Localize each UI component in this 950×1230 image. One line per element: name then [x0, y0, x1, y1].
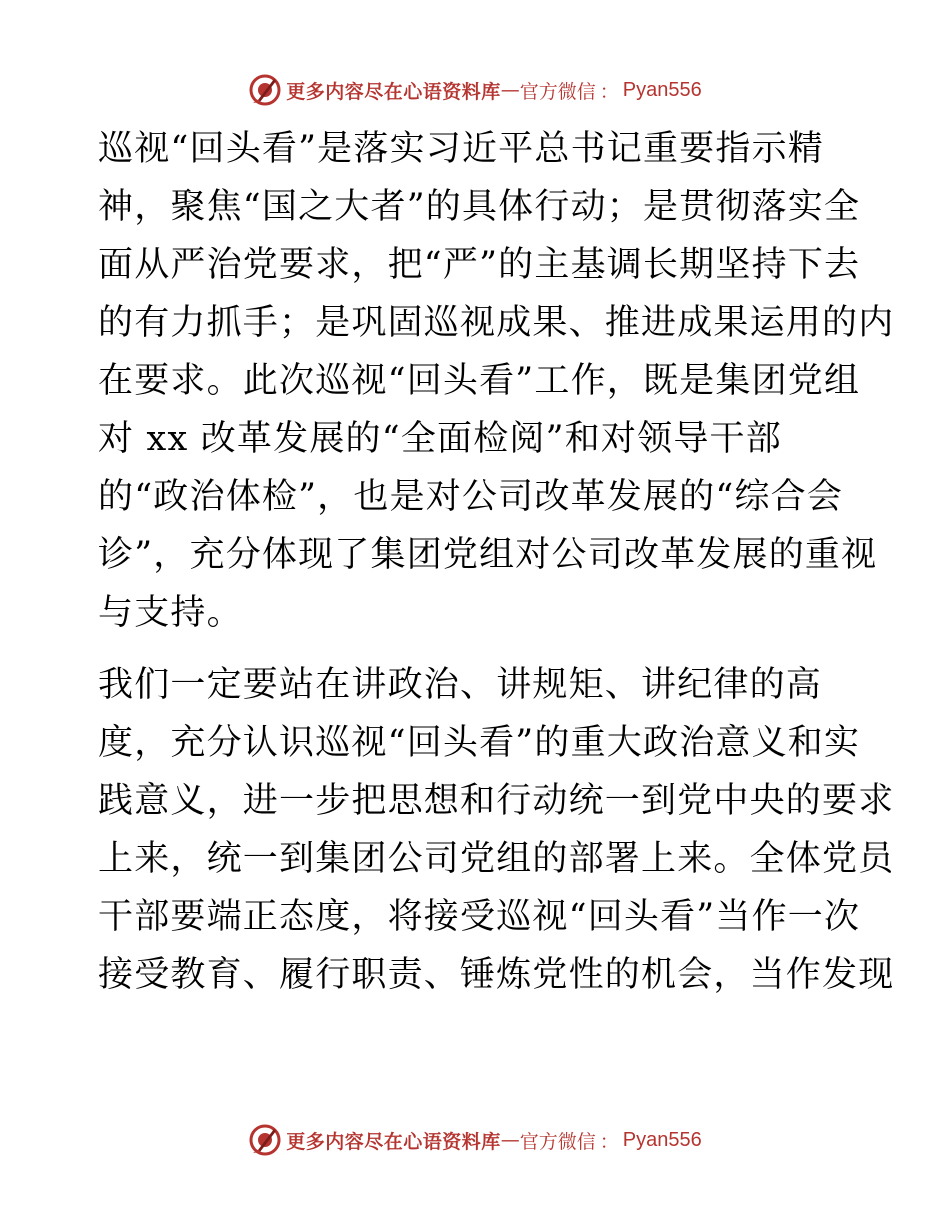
text-line: 我们一定要站在讲政治、讲规矩、讲纪律的高 — [98, 665, 823, 705]
text-line: 的有力抓手；是巩固巡视成果、推进成果运用的内 — [98, 303, 895, 343]
text-line: 与支持。 — [98, 593, 243, 633]
footer-banner — [0, 1120, 950, 1160]
text-line: 度，充分认识巡视“回头看”的重大政治意义和实 — [98, 723, 861, 763]
header-banner — [0, 70, 950, 110]
text-line: 诊”，充分体现了集团党组对公司改革发展的重视 — [98, 535, 878, 575]
header-wechat-id: Pyan556 — [622, 78, 702, 101]
quill-logo-icon — [248, 1123, 282, 1157]
text-line: 接受教育、履行职责、锤炼党性的机会，当作发现 — [98, 955, 895, 995]
footer-wechat-label: 官方微信 — [519, 1130, 596, 1153]
footer-banner-dash: — — [500, 1129, 520, 1151]
footer-banner-text: 更多内容尽在心语资料库 — [286, 1130, 501, 1153]
header-separator: ： — [599, 80, 619, 103]
text-line: 践意义，进一步把思想和行动统一到党中央的要求 — [98, 781, 895, 821]
quill-logo-icon — [248, 73, 282, 107]
paragraph-1 — [98, 120, 895, 642]
text-line: 巡视“回头看”是落实习近平总书记重要指示精 — [98, 129, 824, 169]
text-line: 干部要端正态度，将接受巡视“回头看”当作一次 — [98, 897, 861, 937]
text-line: 神，聚焦“国之大者”的具体行动；是贯彻落实全 — [98, 187, 861, 227]
header-wechat-label: 官方微信 — [519, 80, 596, 103]
text-line: 上来，统一到集团公司党组的部署上来。全体党员 — [98, 839, 895, 879]
footer-separator: ： — [599, 1130, 619, 1153]
paragraph-gap — [98, 642, 858, 656]
footer-wechat-id: Pyan556 — [622, 1128, 702, 1151]
header-banner-dash: — — [500, 79, 520, 101]
text-line: 对 xx 改革发展的“全面检阅”和对领导干部 — [98, 419, 782, 459]
text-line: 的“政治体检”，也是对公司改革发展的“综合会 — [98, 477, 844, 517]
text-line: 面从严治党要求，把“严”的主基调长期坚持下去 — [98, 245, 861, 285]
text-line: 在要求。此次巡视“回头看”工作，既是集团党组 — [98, 361, 861, 401]
document-body — [98, 120, 895, 1004]
paragraph-2 — [98, 656, 895, 1004]
header-banner-text: 更多内容尽在心语资料库 — [286, 80, 501, 103]
